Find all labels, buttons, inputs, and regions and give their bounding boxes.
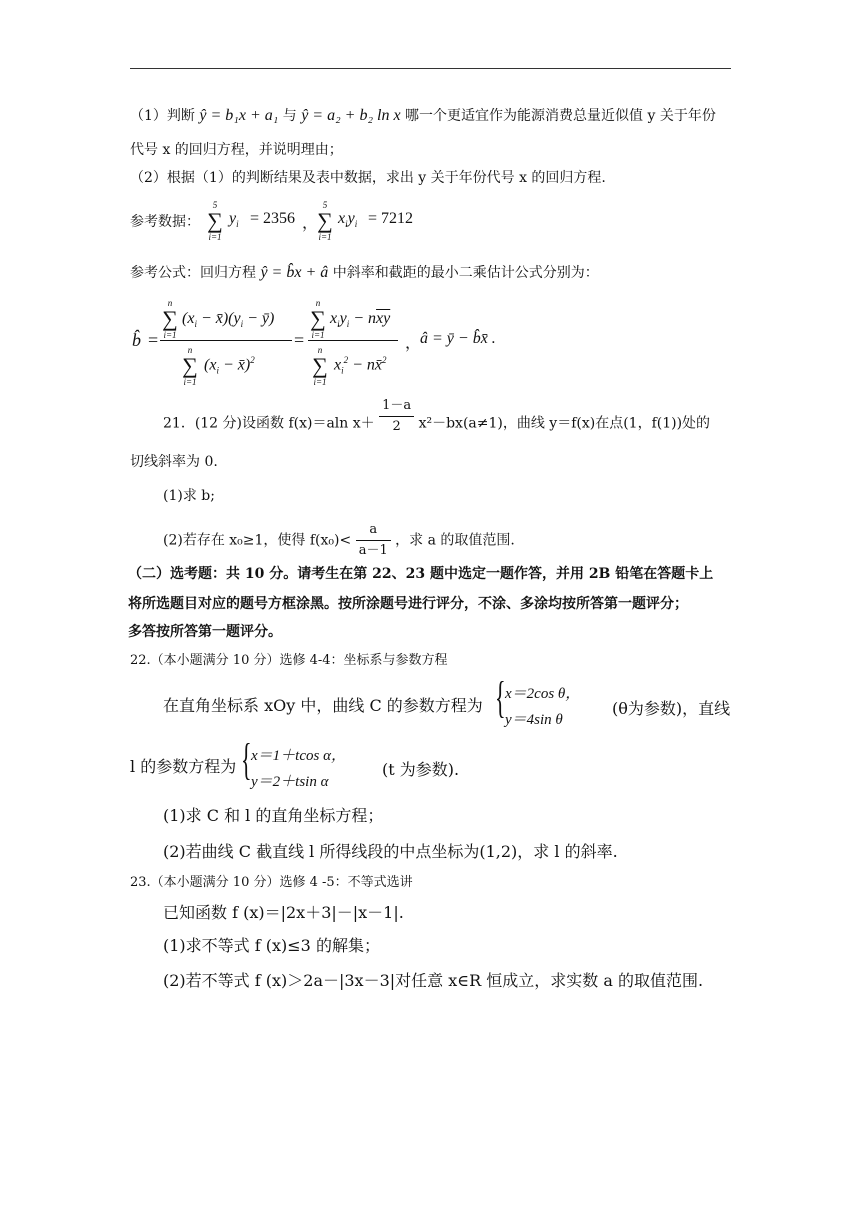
q22-brace-c: {: [495, 673, 506, 722]
q21-sub2: [163, 520, 515, 561]
q21-sub2-text-b: ，求 a 的取值范围.: [395, 532, 515, 549]
ref-sum2: = 7212: [368, 210, 414, 227]
header-rule: [130, 68, 731, 69]
q23-sub1: (1)求不等式 f (x)≤3 的解集；: [163, 936, 380, 955]
q22-l-param: (t 为参数).: [382, 760, 460, 779]
sum-term-1: $y_i$: [229, 210, 239, 230]
sum-sign-1: 5 ∑ i=1: [207, 200, 223, 242]
q20-part1-text: 哪一个更适宜作为能源消费总量近似值 y 关于年份: [405, 108, 716, 124]
q21-sub2-text-a: (2)若存在 x₀≥1，使得 f(x₀)<: [163, 532, 352, 549]
q21-sub2-num: a: [369, 522, 378, 537]
frac2-denominator: $x_i^2$ − nx̄$^2$: [334, 355, 387, 376]
q20-part1-line2: 代号 x 的回归方程，并说明理由；: [130, 142, 343, 158]
sum-sign-6: n ∑ i=1: [312, 345, 328, 387]
q21-text-a: 21．(12 分)设函数 f(x)＝aln x＋: [163, 415, 375, 432]
sum-term-2: $x_iy_i$: [338, 210, 358, 230]
sum-sign-5: n ∑ i=1: [310, 298, 326, 340]
q21-sub2-fraction: [356, 520, 391, 561]
q20-part1-line1: [130, 106, 716, 126]
sum-sign-2: 5 ∑ i=1: [317, 200, 333, 242]
frac1-denominator: ($x_i$ − x̄)$^2$: [204, 355, 255, 376]
q21-text-b: x²－bx(a≠1)，曲线 y＝f(x)在点(1，f(1))处的: [418, 415, 711, 432]
frac1-numerator: ($x_i$ − $x̄)(y_i$ − ȳ): [182, 310, 275, 330]
q20-conjunction: 与: [282, 108, 297, 124]
q22-sub1: (1)求 C 和 l 的直角坐标方程；: [163, 806, 384, 825]
q21-frac-den: 2: [379, 416, 414, 437]
q22-l-eq2: y＝2＋tsin α: [251, 774, 329, 790]
q22-intro: 在直角坐标系 xOy 中，曲线 C 的参数方程为: [163, 696, 483, 715]
ref-formula-label: 参考公式：回归方程: [130, 265, 256, 281]
sum-sign-3: n ∑ i=1: [162, 298, 178, 340]
ref-sep: ，: [302, 213, 319, 232]
frac2-bar: [308, 340, 398, 341]
q20-equation-log: ŷ = a₂ + b₂ ln x: [301, 107, 401, 124]
q21-sub1: (1)求 b;: [163, 488, 215, 504]
q21-frac-num: 1－a: [382, 398, 412, 413]
q22-l-intro: l 的参数方程为: [130, 757, 237, 776]
optional-line1: （二）选考题：共 10 分。请考生在第 22、23 题中选定一题作答，并用 2B 铅笔在答题卡上: [128, 566, 714, 582]
frac2-numerator: $x_iy_i - n\overline{xy}$: [330, 310, 391, 330]
q22-c-eq1: x＝2cos θ，: [505, 686, 581, 702]
frac1-bar: [160, 340, 292, 341]
q23-intro: 已知函数 f (x)＝|2x＋3|－|x－1|.: [163, 903, 404, 922]
q21-line2: 切线斜率为 0.: [130, 454, 218, 470]
q22-c-param: (θ为参数)，直线: [612, 699, 731, 718]
ref-formula-text: 中斜率和截距的最小二乘估计公式分别为：: [332, 265, 599, 281]
q22-l-eq1: x＝1＋tcos α，: [251, 748, 346, 764]
q22-brace-l: {: [241, 735, 252, 784]
equals-1: =: [148, 330, 159, 350]
b-hat-symbol: b̂: [132, 330, 141, 350]
optional-line2: 将所选题目对应的题号方框涂黑。按所涂题号进行评分，不涂、多涂均按所答第一题评分；: [128, 596, 688, 612]
q23-header: 23.（本小题满分 10 分）选修 4 -5：不等式选讲: [130, 875, 413, 890]
equals-2: =: [294, 330, 305, 350]
q23-sub2: (2)若不等式 f (x)＞2a－|3x－3|对任意 x∈R 恒成立，求实数 a 的取值范围.: [163, 971, 704, 990]
q20-ref-data-label: 参考数据：: [130, 214, 200, 230]
optional-line3: 多答按所答第一题评分。: [128, 624, 282, 640]
q21-sub2-den: a－1: [356, 540, 391, 561]
q21-line1: [163, 398, 711, 437]
a-hat-formula: â = ȳ − b̂x̄ .: [420, 330, 496, 347]
ref-sum1: = 2356: [250, 210, 296, 227]
sum-sign-4: n ∑ i=1: [182, 345, 198, 387]
q21-fraction: [379, 396, 414, 437]
ref-formula-eq: ŷ = b̂x + â: [260, 264, 329, 281]
q20-part1-label: （1）判断: [130, 108, 195, 124]
q22-c-eq2: y＝4sin θ: [505, 712, 563, 728]
q20-ref-formula: [130, 263, 599, 283]
q22-sub2: (2)若曲线 C 截直线 l 所得线段的中点坐标为(1,2)，求 l 的斜率.: [163, 842, 618, 861]
formula-sep: ，: [405, 333, 422, 352]
q20-part2: （2）根据（1）的判断结果及表中数据，求出 y 关于年份代号 x 的回归方程.: [130, 170, 606, 186]
q22-header: 22.（本小题满分 10 分）选修 4-4：坐标系与参数方程: [130, 653, 448, 668]
q20-equation-linear: ŷ = b₁x + a₁: [199, 107, 279, 124]
